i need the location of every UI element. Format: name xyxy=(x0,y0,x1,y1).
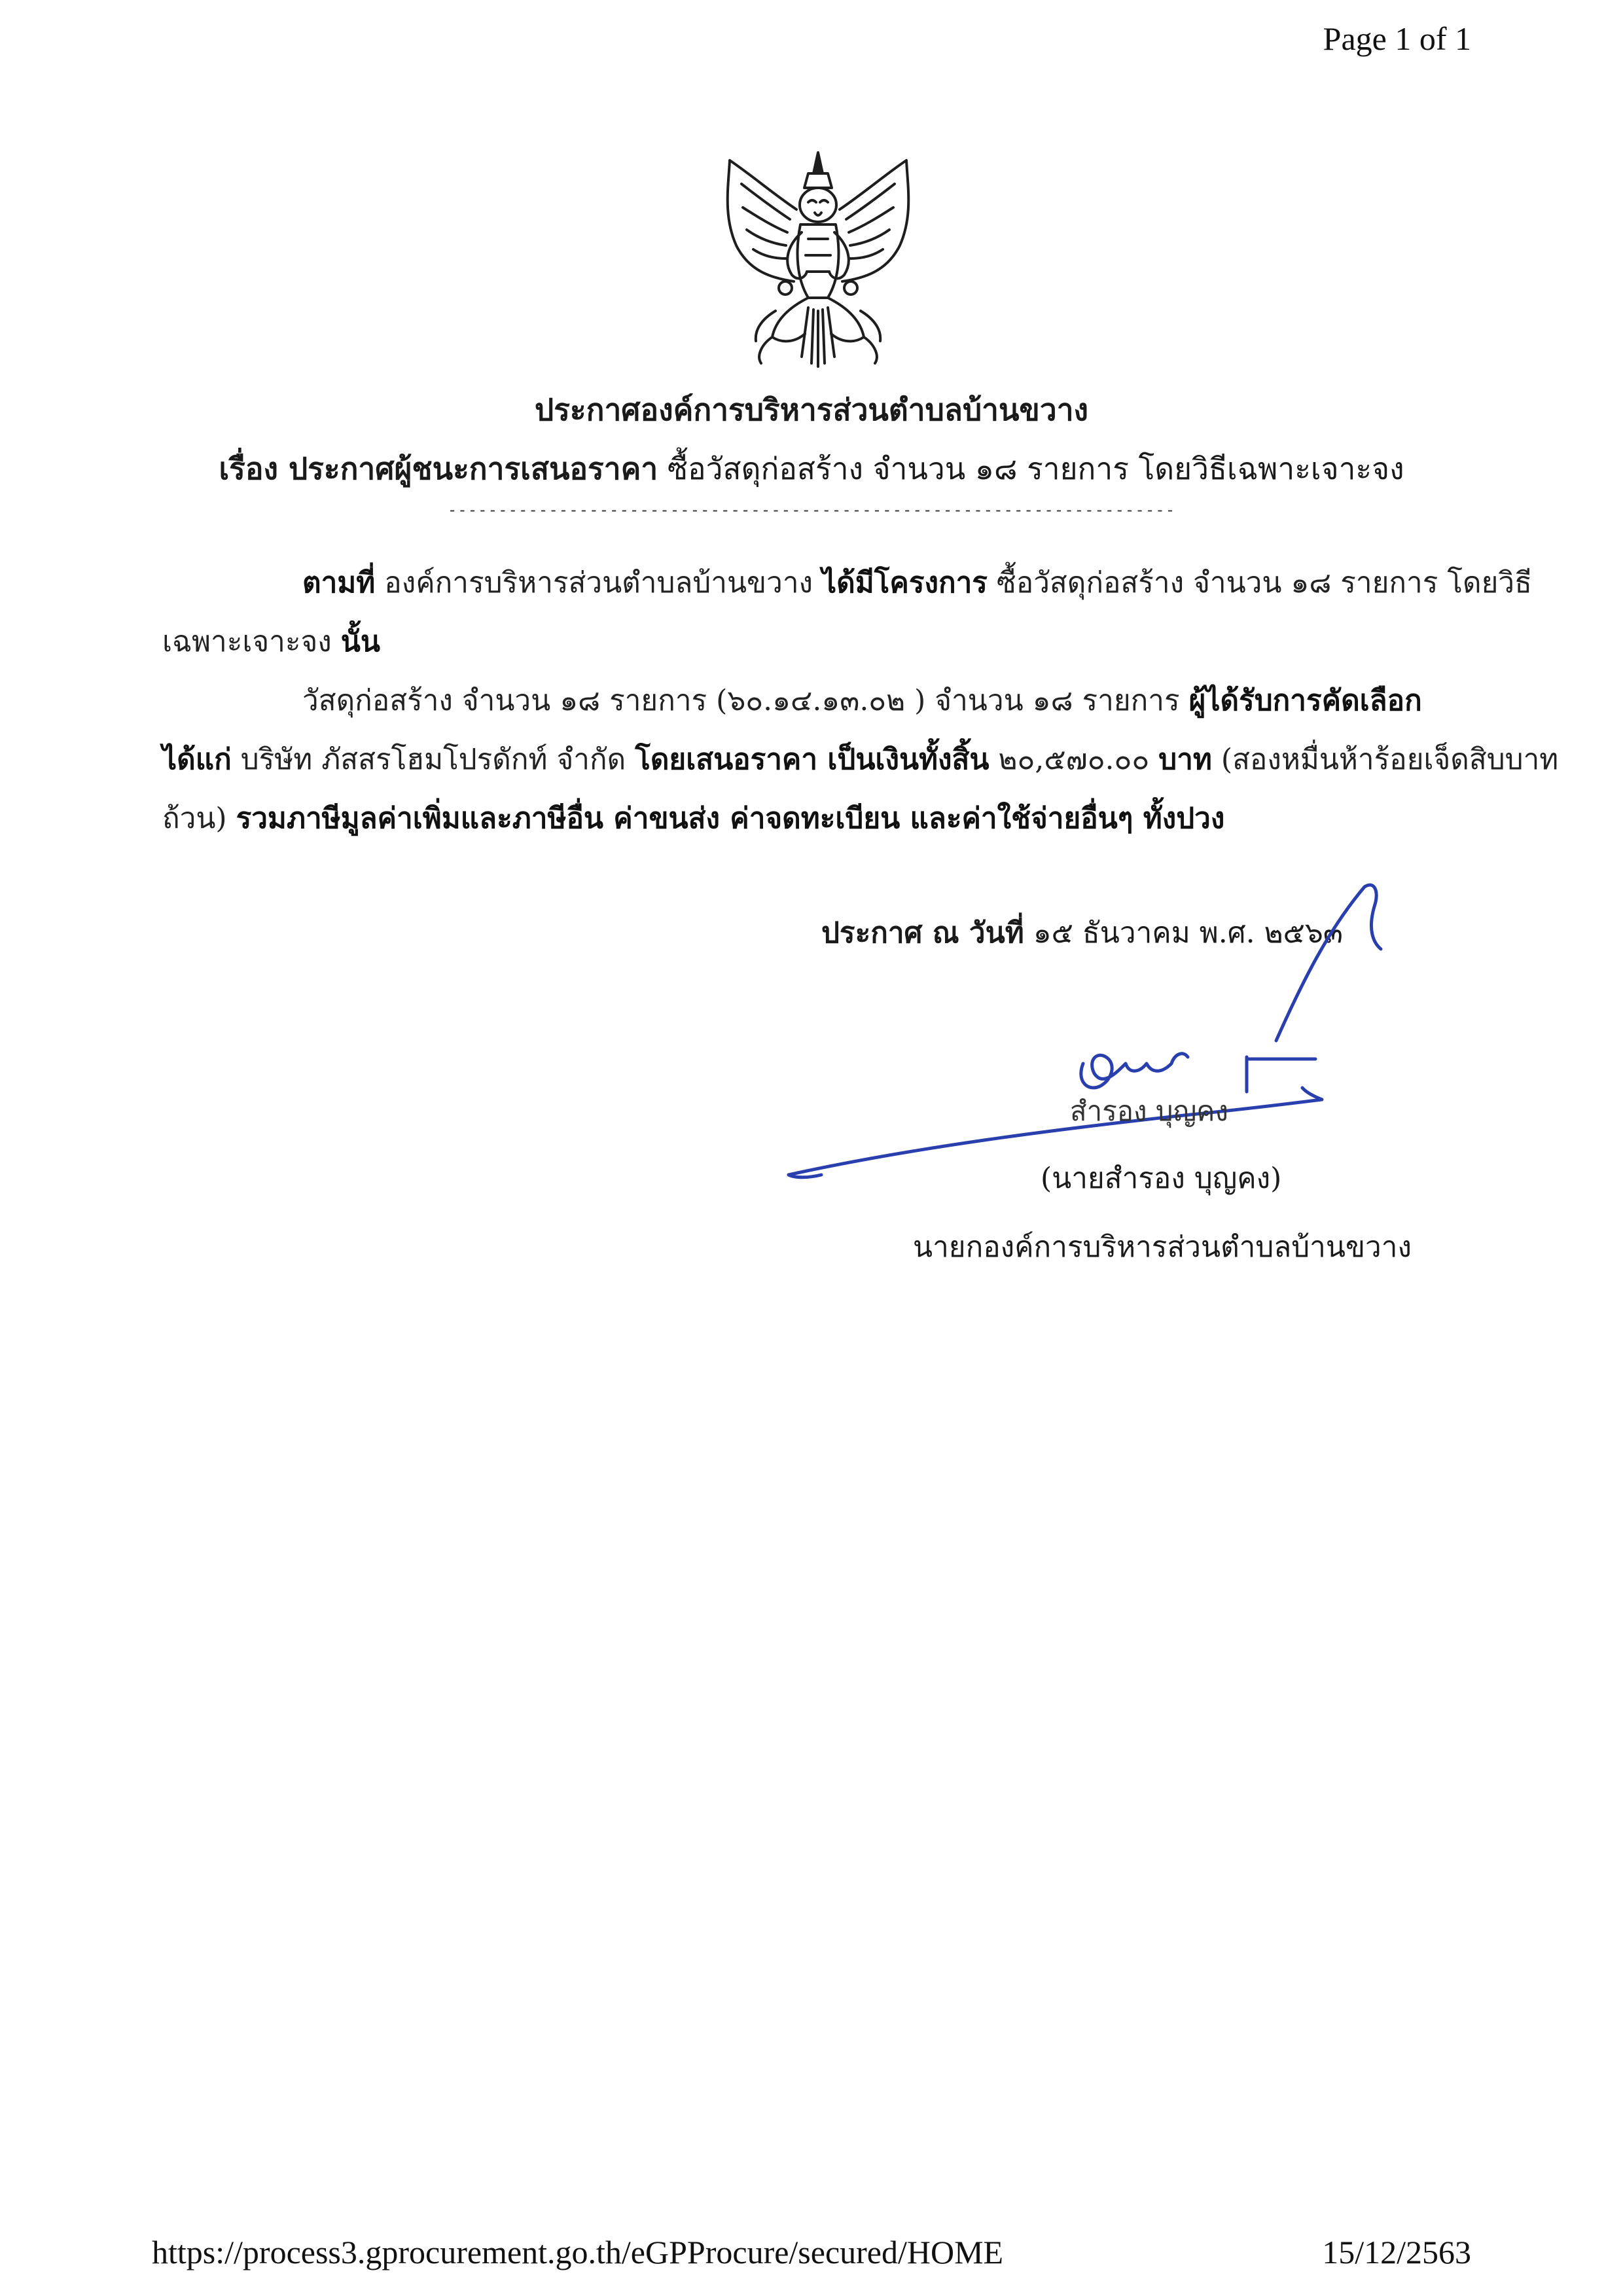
offer-amount: ๒๐,๕๗๐.๐๐ xyxy=(998,743,1150,776)
subject-label: เรื่อง ประกาศผู้ชนะการเสนอราคา xyxy=(219,451,658,486)
paragraph-2-line-2 xyxy=(162,736,1558,782)
label-baht: บาท xyxy=(1158,743,1212,776)
paragraph-2-line-3 xyxy=(162,795,1224,841)
announcement-date xyxy=(821,910,1343,956)
paragraph-1-line-1 xyxy=(302,560,1532,605)
page-counter: Page 1 of 1 xyxy=(1323,20,1471,57)
title-separator: ------------------------------------------------------------------------ xyxy=(447,501,1176,519)
label-according: ตามที่ xyxy=(302,566,376,600)
subject-text: ซื้อวัสดุก่อสร้าง จำนวน ๑๘ รายการ โดยวิธีเฉพาะเจาะจง xyxy=(667,451,1404,486)
label-winner: ได้แก่ xyxy=(162,743,232,776)
amount-words-1: (สองหมื่นห้าร้อยเจ็ดสิบบาท xyxy=(1221,743,1559,776)
item-text: วัสดุก่อสร้าง จำนวน ๑๘ รายการ (๖๐.๑๔.๑๓.๐๒ ) จำนวน ๑๘ รายการ xyxy=(302,684,1180,717)
print-date: 15/12/2563 xyxy=(1322,2234,1471,2270)
organization-name: องค์การบริหารส่วนตำบลบ้านขวาง xyxy=(384,566,813,600)
signatory-name: (นายสำรอง บุญคง) xyxy=(1041,1162,1282,1195)
print-url: https://process3.gprocurement.go.th/eGPProcure/secured/HOME xyxy=(152,2234,1004,2270)
paragraph-2-line-1 xyxy=(302,677,1422,723)
label-project: ได้มีโครงการ xyxy=(822,566,988,600)
signature-typed-name: สำรอง บุญคง xyxy=(1070,1095,1228,1127)
announcement-subject xyxy=(0,445,1623,493)
label-end: นั้น xyxy=(340,625,380,658)
announcement-issuer: ประกาศองค์การบริหารส่วนตำบลบ้านขวาง xyxy=(535,392,1088,427)
label-offer: โดยเสนอราคา เป็นเงินทั้งสิ้น xyxy=(635,743,990,776)
signatory-position: นายกองค์การบริหารส่วนตำบลบ้านขวาง xyxy=(913,1230,1412,1264)
winner-name: บริษัท ภัสสรโฮมโปรดักท์ จำกัด xyxy=(240,743,626,776)
project-line-2: เฉพาะเจาะจง xyxy=(162,625,332,658)
label-included: รวมภาษีมูลค่าเพิ่มและภาษีอื่น ค่าขนส่ง ค่าจดทะเบียน และค่าใช้จ่ายอื่นๆ ทั้งปวง xyxy=(236,802,1225,835)
paragraph-1-line-2 xyxy=(162,619,380,664)
label-selected: ผู้ได้รับการคัดเลือก xyxy=(1188,684,1422,717)
project-line-1: ซื้อวัสดุก่อสร้าง จำนวน ๑๘ รายการ โดยวิธี xyxy=(996,566,1532,600)
garuda-emblem-icon xyxy=(710,147,926,380)
amount-words-2: ถ้วน) xyxy=(162,802,227,835)
date-value: ๑๕ ธันวาคม พ.ศ. ๒๕๖๓ xyxy=(1033,916,1343,950)
date-label: ประกาศ ณ วันที่ xyxy=(821,916,1024,950)
